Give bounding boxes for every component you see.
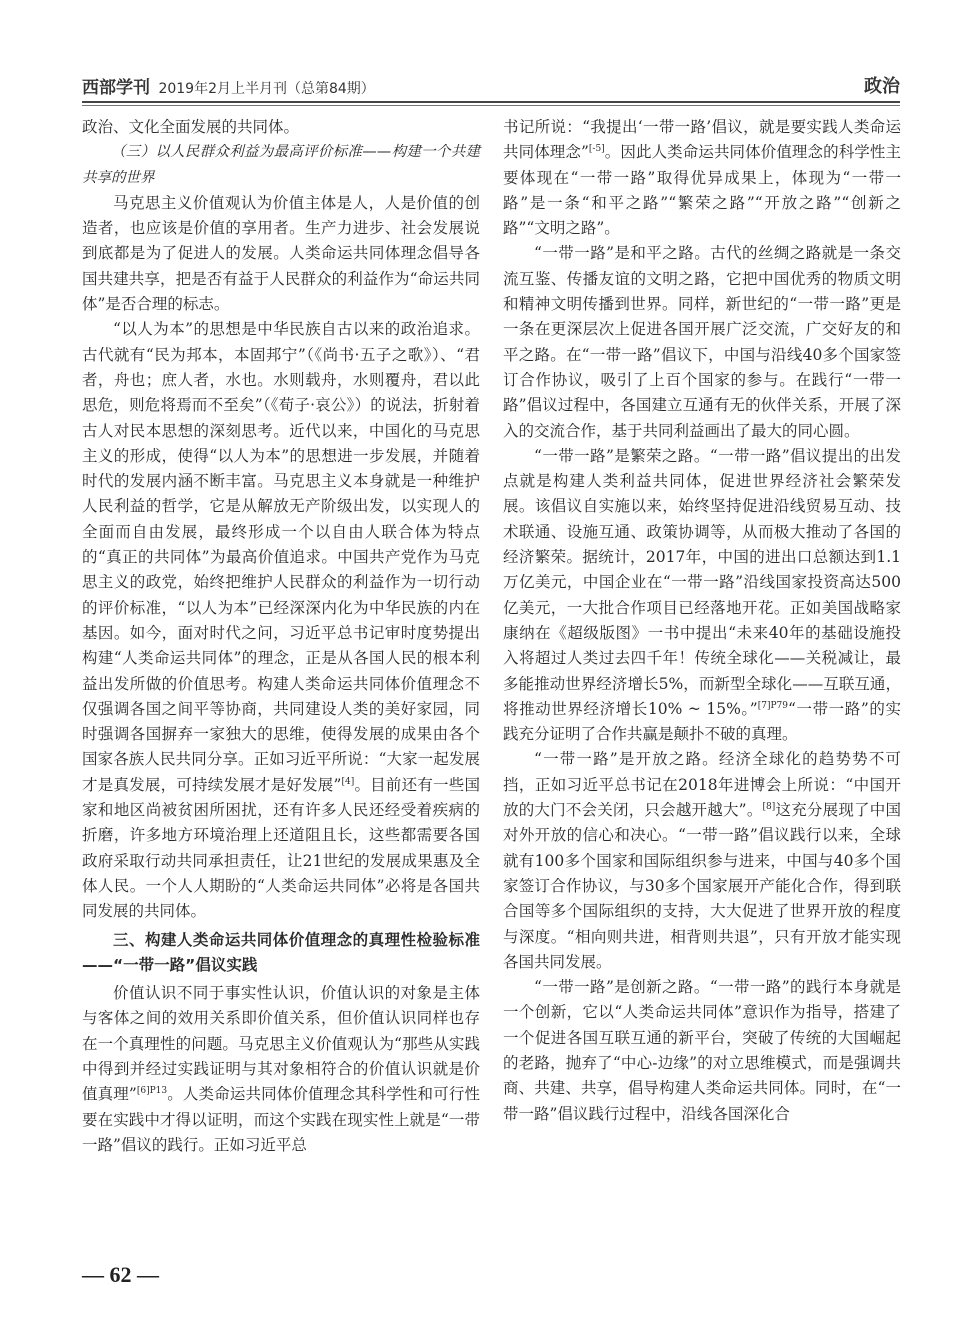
- paragraph: “一带一路”是和平之路。古代的丝绸之路就是一条交流互鉴、传播友谊的文明之路，它把中国优秀的物质文明和精神文明传播到世界。同样，新世纪的“一带一路”更是一条在更深层次上促进各国开展广泛交流，广交好友的和平之路。在“一带一路”倡议下，中国与沿线40多个国家签订合作协议，吸引了上百个国家的参与。在践行“一带一路”倡议过程中，各国建立互通有无的伙伴关系，开展了深入的交流合作，基于共同利益画出了最大的同心圆。: [503, 244, 901, 440]
- text: 。目前还有一些国家和地区尚被贫困所困扰，还有许多人民还经受着疾病的折磨，许多地方环境治理上还道阻且长，这些都需要各国政府采取行动共同承担责任，让21世纪的发展成果惠及全体人民。一个人人期盼的“人类命运共同体”必将是各国共同发展的共同体。: [82, 775, 480, 921]
- text: 这充分展现了中国对外开放的信心和决心。“一带一路”倡议践行以来，全球就有100多个国家和国际组织参与进来，中国与40多个国家签订合作协议，与30多个国家展开产能化合作，得到联合国等多个国际组织的支持，大大促进了世界开放的程度与深度。“相向则共进，相背则共退”，只有开放才能实现各国共同发展。: [503, 801, 901, 971]
- journal-title: 西部学刊: [82, 77, 150, 98]
- running-header: [82, 72, 900, 98]
- header-rule-thin: [82, 105, 900, 106]
- text: “以人为本”的思想是中华民族自古以来的政治追求。古代就有“民为邦本，本固邦宁”（《尚书·五子之歌》）、“君者，舟也；庶人者，水也。水则载舟，水则覆舟，君以此思危，则危将焉而不至矣”（《荀子·哀公》）的说法，折射着古人对民本思想的深刻思考。近代以来，中国化的马克思主义的形成，使得“以人为本”的思想进一步发展，并随着时代的发展内涵不断丰富。马克思主义本身就是一种维护人民利益的哲学，它是从解放无产阶级出发，以实现人的全面而自由发展，最终形成一个以自由人联合体为特点的“真正的共同体”为最高价值追求。中国共产党作为马克思主义的政党，始终把维护人民群众的利益作为一切行动的评价标准，“以人为本”已经深深内化为中华民族的内在基因。如今，面对时代之问，习近平总书记审时度势提出构建“人类命运共同体”的理念，正是从各国人民的根本利益出发所做的价值思考。构建人类命运共同体价值理念不仅强调各国之间平等协商，共同建设人类的美好家园，同时强调各国摒弃一家独大的思维，使得发展的成果由各个国家各族人民共同分享。正如习近平所说：“大家一起发展才是真发展，可持续发展才是好发展”: [82, 320, 480, 794]
- paragraph: [503, 115, 901, 241]
- citation: [8]: [762, 801, 776, 812]
- citation: [7]P79: [757, 700, 788, 711]
- header-rule-thick: [82, 101, 900, 103]
- left-column: [82, 115, 480, 1158]
- subheading: （三）以人民群众利益为最高评价标准——构建一个共建共享的世界: [82, 144, 480, 186]
- section-heading: 三、构建人类命运共同体价值理念的真理性检验标准——“一带一路”倡议实践: [82, 930, 480, 974]
- citation: [-5]: [588, 144, 605, 155]
- paragraph: [503, 747, 901, 975]
- paragraph: 政治、文化全面发展的共同体。: [82, 118, 300, 136]
- page-number: — 62 —: [82, 1262, 159, 1287]
- text: “一带一路”是开放之路。经济全球化的趋势势不可挡，正如习近平总书记在2018年进博会上所说：“中国开放的大门不会关闭，只会越开越大”。: [503, 750, 901, 820]
- paragraph: [82, 981, 480, 1158]
- right-column: [503, 115, 901, 1127]
- paragraph: 马克思主义价值观认为价值主体是人，人是价值的创造者，也应该是价值的享用者。生产力进步、社会发展说到底都是为了促进人的发展。人类命运共同体理念倡导各国共建共享，把是否有益于人民群众的利益作为“命运共同体”是否合理的标志。: [82, 193, 480, 314]
- text: “一带一路”是繁荣之路。“一带一路”倡议提出的出发点就是构建人类利益共同体，促进世界经济社会繁荣发展。该倡议自实施以来，始终坚持促进沿线贸易互动、技术联通、设施互通、政策协调等，从而极大推动了各国的经济繁荣。据统计，2017年，中国的进出口总额达到1.1万亿美元，中国企业在“一带一路”沿线国家投资高达500亿美元，一大批合作项目已经落地开花。正如美国战略家康纳在《超级版图》一书中提出“未来40年的基础设施投入将超过人类过去四千年！传统全球化——关税减让，最多能推动世界经济增长5%，而新型全球化——互联互通，将推动世界经济增长10% ~ 15%。”: [503, 446, 901, 718]
- paragraph: [82, 317, 480, 924]
- section-label: 政治: [864, 76, 900, 97]
- paragraph: “一带一路”是创新之路。“一带一路”的践行本身就是一个创新，它以“人类命运共同体”意识作为指导，搭建了一个促进各国互联互通的新平台，突破了传统的大国崛起的老路，抛弃了“中心-边缘”的对立思维模式，而是强调共商、共建、共享，倡导构建人类命运共同体。同时，在“一带一路”倡议践行过程中，沿线各国深化合: [503, 978, 901, 1123]
- text: “一带一路”的实践充分证明了合作共赢是颠扑不破的真理。: [503, 699, 902, 744]
- citation: [4]: [341, 776, 355, 787]
- issue-info: 2019年2月上半月刊（总第84期）: [158, 80, 375, 97]
- paragraph: [503, 444, 901, 748]
- citation: [6]P13: [136, 1086, 168, 1097]
- text: 。因此人类命运共同体价值理念的科学性主要体现在“一带一路”取得优异成果上，体现为“一带一路”是一条“和平之路”“繁荣之路”“开放之路”“创新之路”“文明之路”。: [503, 143, 901, 238]
- text: 价值认识不同于事实性认识，价值认识的对象是主体与客体之间的效用关系即价值关系，但价值认识同样也存在一个真理性的问题。马克思主义价值观认为“那些从实践中得到并经过实践证明与其对象相符合的价值认识就是价值真理”: [82, 984, 480, 1104]
- text: 。人类命运共同体价值理念其科学性和可行性要在实践中才得以证明，而这个实践在现实性上就是“一带一路”倡议的践行。正如习近平总: [82, 1085, 480, 1154]
- text: 书记所说：“我提出‘一带一路’倡议，就是要实践人类命运共同体理念”: [503, 118, 901, 162]
- journal-info: [82, 73, 375, 98]
